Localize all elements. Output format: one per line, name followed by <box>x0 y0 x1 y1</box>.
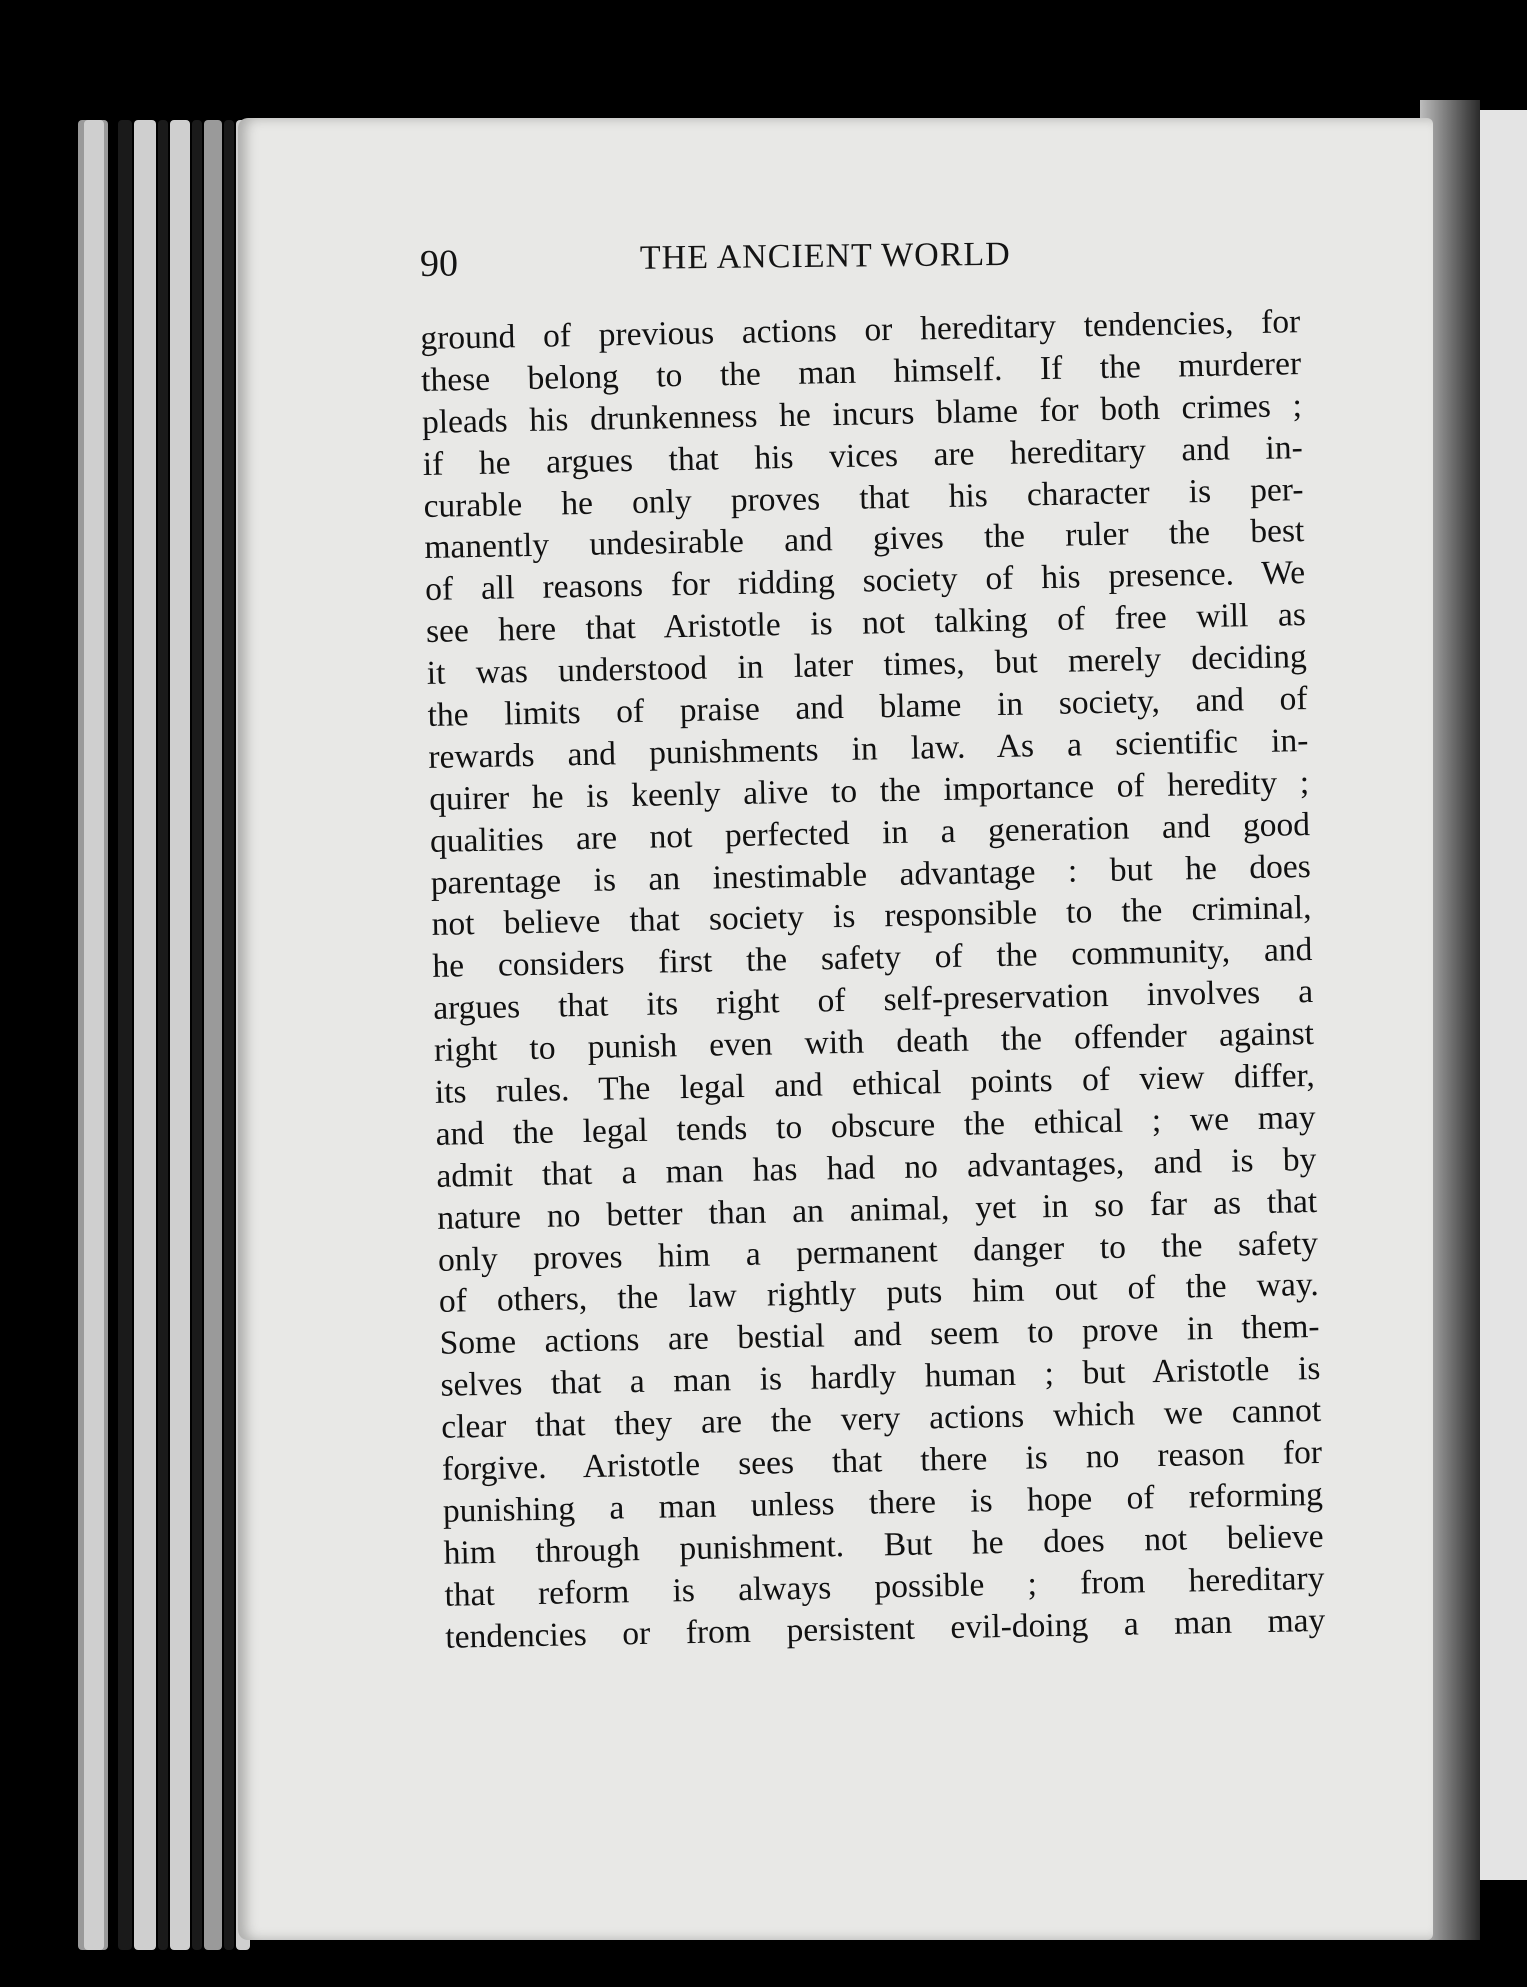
text-line: admit that a man has had no advantages, and is by <box>436 1140 1317 1195</box>
text-line: tendencies or from persistent evil-doing a man may <box>444 1601 1326 1656</box>
text-line: ground of previous actions or hereditary tendencies, for <box>420 303 1301 357</box>
text-line: qualities are not perfected in a generation and good <box>429 805 1311 860</box>
text-line: argues that its right of self-preservation involves a <box>432 973 1314 1028</box>
page-edge <box>192 120 202 1950</box>
page-header <box>420 235 1080 292</box>
page-edge <box>224 120 234 1950</box>
text-line: selves that a man is hardly human ; but Aristotle is <box>440 1350 1321 1405</box>
text-line: the limits of praise and blame in society, and of <box>427 680 1308 734</box>
text-line: that reform is always possible ; from hereditary <box>444 1559 1325 1614</box>
text-line: manently undesirable and gives the ruler the best <box>424 512 1305 567</box>
page-edge <box>84 120 104 1950</box>
text-line: these belong to the man himself. If the murderer <box>420 344 1302 399</box>
text-line: rewards and punishments in law. As a scientific in- <box>428 721 1309 776</box>
text-line: its rules. The legal and ethical points of view differ, <box>434 1056 1316 1111</box>
text-line: not believe that society is responsible to the criminal, <box>431 889 1312 944</box>
text-line: and the legal tends to obscure the ethical ; we may <box>435 1098 1316 1153</box>
page-edge <box>158 120 168 1950</box>
body-text <box>420 301 1326 1658</box>
text-line: Some actions are bestial and seem to prove in them- <box>439 1308 1320 1363</box>
running-head: THE ANCIENT WORLD <box>639 235 1011 277</box>
text-line: of others, the law rightly puts him out of the way. <box>438 1266 1320 1321</box>
page-number: 90 <box>419 242 459 285</box>
text-line: it was understood in later times, but merely deciding <box>426 638 1308 693</box>
text-line: only proves him a permanent danger to the safety <box>437 1224 1319 1279</box>
text-line: he considers first the safety of the community, and <box>432 931 1313 986</box>
text-line: if he argues that his vices are hereditary and in- <box>422 428 1303 483</box>
text-line: forgive. Aristotle sees that there is no reason for <box>441 1433 1323 1488</box>
page-edge <box>118 120 132 1950</box>
text-line: him through punishment. But he does not believe <box>443 1517 1324 1572</box>
text-line: nature no better than an animal, yet in so far as that <box>436 1182 1318 1237</box>
text-line: pleads his drunkenness he incurs blame for both crimes ; <box>421 386 1303 441</box>
page-edge <box>204 120 222 1950</box>
text-line: clear that they are the very actions which we cannot <box>440 1392 1322 1446</box>
page-edge <box>134 120 156 1950</box>
text-line: see here that Aristotle is not talking of free will as <box>425 596 1307 651</box>
text-line: right to punish even with death the offender against <box>433 1015 1315 1070</box>
text-line: of all reasons for ridding society of his presence. We <box>424 554 1306 609</box>
text-line: parentage is an inestimable advantage : but he does <box>430 847 1312 902</box>
text-line: punishing a man unless there is hope of reforming <box>442 1475 1324 1530</box>
page-edge <box>170 120 190 1950</box>
text-line: curable he only proves that his character is per- <box>423 470 1304 525</box>
text-line: quirer he is keenly alive to the importance of heredity ; <box>428 763 1310 818</box>
